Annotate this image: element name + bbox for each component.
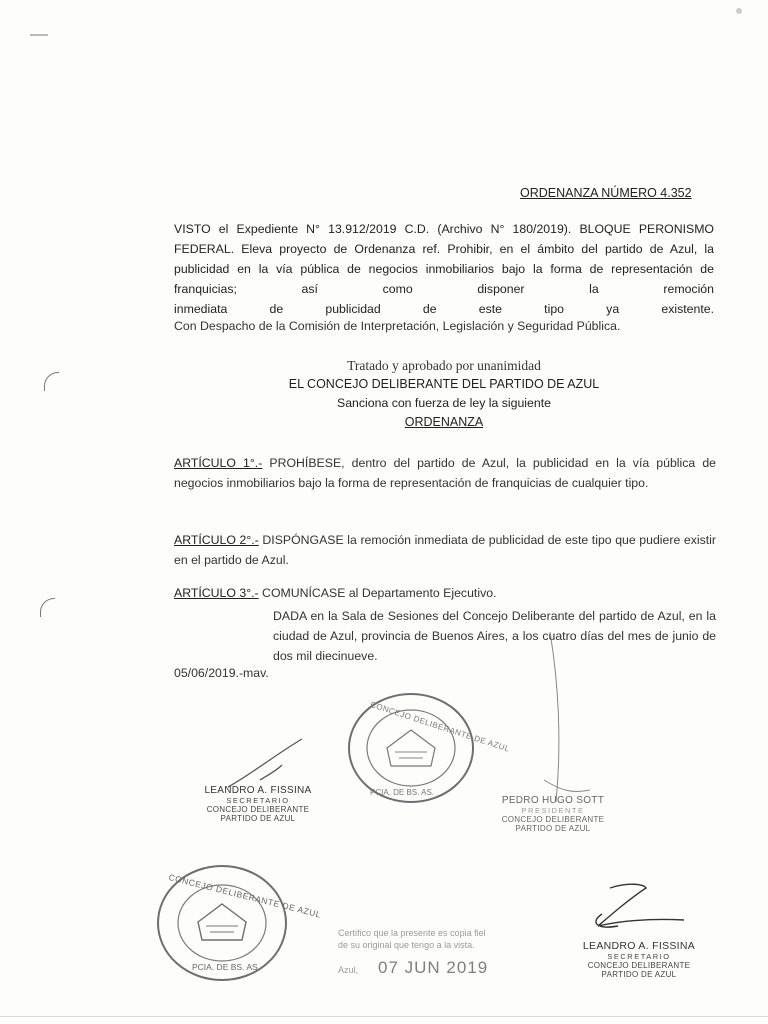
despacho-line: Con Despacho de la Comisión de Interpretación, Legislación y Seguridad Pública. xyxy=(174,319,621,333)
dada-paragraph: DADA en la Sala de Sesiones del Concejo Deliberante del partido de Azul, en la ciudad de Azul, provincia de Buenos Aires, a los cuatro días del mes de junio de dos mil diecinueve. xyxy=(273,609,716,663)
article-2 xyxy=(174,530,716,570)
tratado-line: Tratado y aprobado por unanimidad xyxy=(347,358,541,373)
seal-middle-ring-text: CONCEJO DELIBERANTE DE AZUL xyxy=(369,700,511,754)
article-1-lead: ARTÍCULO 1°.- xyxy=(174,456,263,470)
signer-title: SECRETARIO xyxy=(607,952,671,961)
signer-place: PARTIDO DE AZUL xyxy=(515,824,591,833)
signer-org: CONCEJO DELIBERANTE xyxy=(501,815,605,824)
signer-name: LEANDRO A. FISSINA xyxy=(204,785,312,796)
seal-middle-bottom-text: PCIA. DE BS. AS. xyxy=(370,788,435,797)
scan-speck-top-left xyxy=(30,34,48,36)
article-3-text: COMUNÍCASE al Departamento Ejecutivo. xyxy=(258,586,497,600)
article-1-text: PROHÍBESE, dentro del partido de Azul, la publicidad en la vía pública de negocios inmobiliarios bajo la forma de representación de franquicias de cualquier tipo. xyxy=(174,456,717,490)
certification-stamp-date: 07 JUN 2019 xyxy=(378,958,489,977)
signer-title: SECRETARIO xyxy=(226,796,290,805)
article-3-lead: ARTÍCULO 3°.- xyxy=(174,586,259,600)
date-code: 05/06/2019.-mav. xyxy=(174,666,269,680)
seal-bottom-left-ring-text: CONCEJO DELIBERANTE DE AZUL xyxy=(167,872,323,920)
signature-block-presidente xyxy=(480,795,626,833)
article-3 xyxy=(174,586,496,600)
signer-org: CONCEJO DELIBERANTE xyxy=(206,805,310,814)
certification-place: Azul, xyxy=(338,965,359,975)
article-2-lead: ARTÍCULO 2°.- xyxy=(174,533,259,547)
visto-text-last-line: inmediata de publicidad de este tipo ya existente. xyxy=(174,302,714,316)
concejo-heading: EL CONCEJO DELIBERANTE DEL PARTIDO DE AZUL xyxy=(288,377,600,391)
seal-bottom-left-bottom-text: PCIA. DE BS. AS. xyxy=(192,962,261,972)
signature-block-secretario-top xyxy=(190,785,326,823)
sanciona-line: Sanciona con fuerza de ley la siguiente xyxy=(337,396,551,410)
signer-name: PEDRO HUGO SOTT xyxy=(501,795,605,806)
margin-mark-upper xyxy=(44,372,59,391)
certification-text: Certifico que la presente es copia fiel de su original que tengo a la vista. xyxy=(338,928,486,950)
signature-stroke-2 xyxy=(510,630,600,810)
ordinance-number-title: ORDENANZA NÚMERO 4.352 xyxy=(520,186,692,200)
signer-place: PARTIDO DE AZUL xyxy=(601,970,677,979)
signer-title: PRESIDENTE xyxy=(521,806,585,815)
article-2-text: DISPÓNGASE la remoción inmediata de publicidad de este tipo que pudiere existir en el partido de Azul. xyxy=(174,533,717,567)
visto-paragraph xyxy=(174,219,714,319)
margin-mark-lower xyxy=(40,598,55,617)
scan-speck-top-right xyxy=(736,8,742,14)
signer-name: LEANDRO A. FISSINA xyxy=(582,940,696,952)
visto-text: VISTO el Expediente N° 13.912/2019 C.D. (Archivo N° 180/2019). BLOQUE PERONISMO FEDERAL. Eleva proyecto de Ordenanza ref. Prohibir, en el ámbito del partido de Azul, la publicidad en la vía pública de negocios inmobiliarios bajo la forma de representación de franquicias; así como disponer la remoción xyxy=(174,222,714,296)
scan-edge-line xyxy=(0,1016,768,1017)
signer-org: CONCEJO DELIBERANTE xyxy=(587,961,691,970)
signer-place: PARTIDO DE AZUL xyxy=(220,814,296,823)
article-1 xyxy=(174,453,716,493)
signature-stroke-3 xyxy=(588,878,698,938)
ordenanza-heading: ORDENANZA xyxy=(404,415,484,429)
signature-block-secretario-bottom xyxy=(568,940,710,979)
